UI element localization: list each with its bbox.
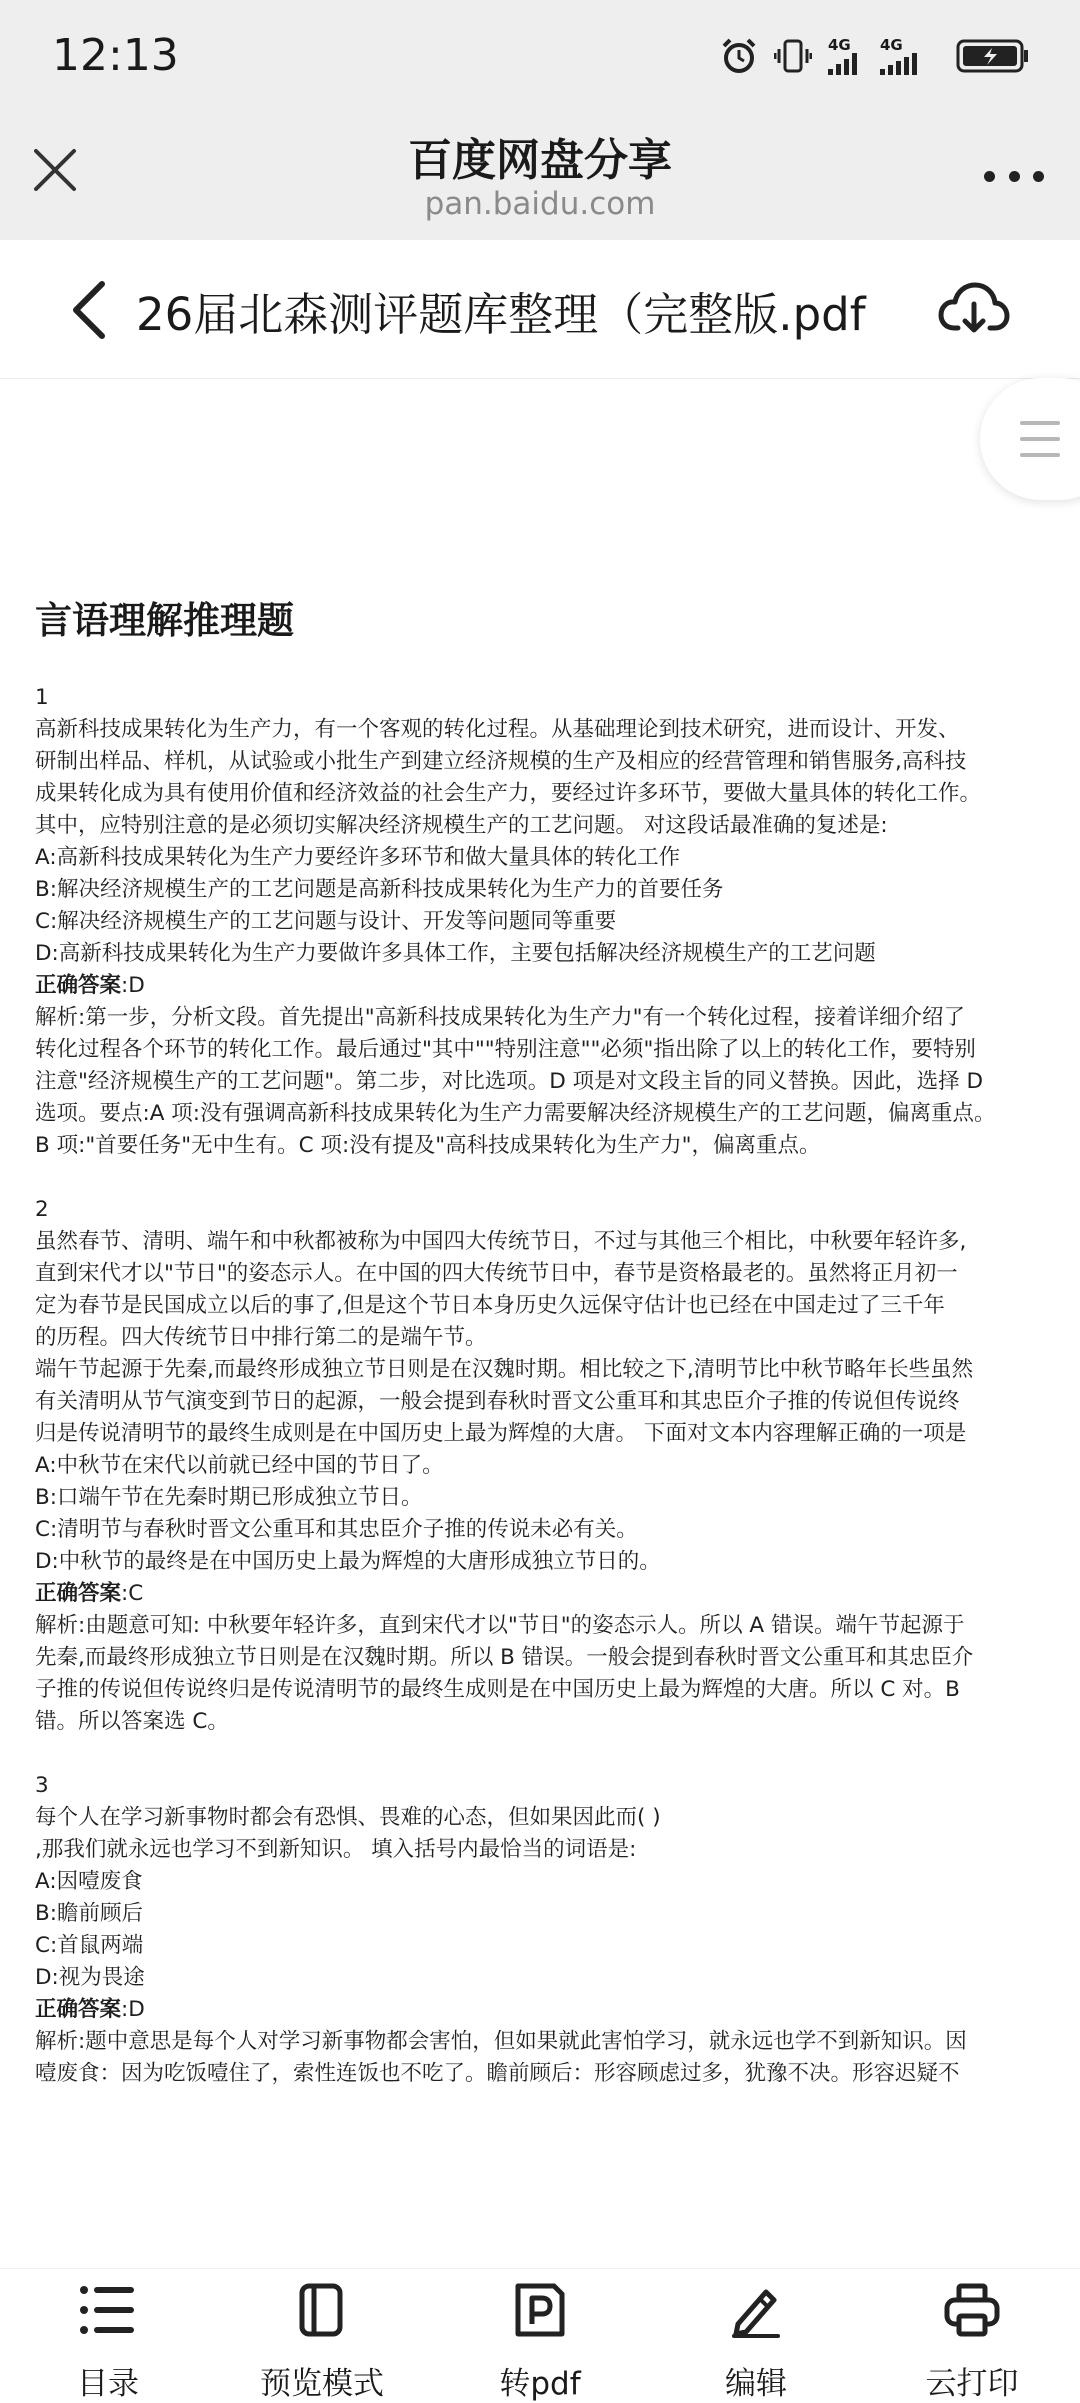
question-stem-line: 其中，应特别注意的是必须切实解决经济规模生产的工艺问题。 对这段话最准确的复述是: <box>35 813 888 838</box>
pencil-icon <box>726 2282 786 2338</box>
correct-answer-label: 正确答案 <box>35 973 122 998</box>
question-stem-line: 每个人在学习新事物时都会有恐惧、畏难的心态，但如果因此而( ) <box>35 1805 661 1830</box>
nav-label: 云打印 <box>925 2366 1019 2402</box>
correct-answer-value: :C <box>121 1581 144 1606</box>
question-stem-line: ,那我们就永远也学习不到新知识。 填入括号内最恰当的词语是: <box>35 1837 637 1862</box>
back-arrow-icon[interactable] <box>64 278 114 342</box>
nav-label: 转pdf <box>499 2366 581 2402</box>
preview-mode-icon <box>292 2282 352 2338</box>
question-stem-line: 成果转化成为具有使用价值和经济效益的社会生产力，要经过许多环节，要做大量具体的转化工作。 <box>35 781 982 806</box>
question-stem-line: 研制出样品、样机，从试验或小批生产到建立经济规模的生产及相应的经营管理和销售服务,高科技 <box>35 749 967 774</box>
vibrate-icon <box>774 37 812 75</box>
correct-answer-label: 正确答案 <box>35 1997 122 2022</box>
cloud-download-icon[interactable] <box>938 278 1010 342</box>
question-stem-line: 虽然春节、清明、端午和中秋都被称为中国四大传统节日，不过与其他三个相比，中秋要年轻许多, <box>35 1229 967 1254</box>
question-stem-line: 端午节起源于先秦,而最终形成独立节日则是在汉魏时期。相比较之下,清明节比中秋节略年长些虽然 <box>35 1357 974 1382</box>
nav-label: 预览模式 <box>260 2366 384 2402</box>
answer-option: C:首鼠两端 <box>35 1933 144 1958</box>
analysis-line: 选项。要点:A 项:没有强调高新科技成果转化为生产力需要解决经济规模生产的工艺问题，偏离重点。 <box>35 1101 996 1126</box>
correct-answer-label: 正确答案 <box>35 1581 122 1606</box>
section-title: 言语理解推理题 <box>35 599 294 642</box>
battery-icon <box>956 38 1030 74</box>
question-block <box>35 1194 1055 1738</box>
nav-label: 编辑 <box>725 2366 787 2402</box>
status-time: 12:13 <box>52 30 179 81</box>
table-of-contents-button[interactable] <box>980 378 1080 500</box>
convert-pdf-icon <box>510 2282 570 2338</box>
document-content <box>35 590 1055 2122</box>
analysis-line: 错。所以答案选 C。 <box>35 1709 229 1734</box>
question-stem-line: 定为春节是民国成立以后的事了,但是这个节日本身历史久远保守估计也已经在中国走过了三千年 <box>35 1293 945 1318</box>
list-icon <box>78 2282 138 2338</box>
analysis-line: 解析:题中意思是每个人对学习新事物都会害怕，但如果就此害怕学习，就永远也学不到新知识。因 <box>35 2029 967 2054</box>
answer-option: B:解决经济规模生产的工艺问题是高新科技成果转化为生产力的首要任务 <box>35 877 724 902</box>
status-bar <box>0 0 1080 118</box>
question-stem-line: 高新科技成果转化为生产力，有一个客观的转化过程。从基础理论到技术研究，进而设计、开发、 <box>35 717 960 742</box>
analysis-line: 注意"经济规模生产的工艺问题"。第二步，对比选项。D 项是对文段主旨的同义替换。因此，选择 D <box>35 1069 984 1094</box>
question-stem-line: 直到宋代才以"节日"的姿态示人。在中国的四大传统节日中，春节是资格最老的。虽然将正月初一 <box>35 1261 958 1286</box>
more-options-button[interactable] <box>984 164 1044 188</box>
printer-icon <box>942 2282 1002 2338</box>
document-title: 26届北森测评题库整理（完整版.pdf <box>136 288 866 341</box>
signal-icon <box>880 53 940 75</box>
correct-answer-value: :D <box>121 973 145 998</box>
question-stem-line: 归是传说清明节的最终生成则是在中国历史上最为辉煌的大唐。 下面对文本内容理解正确的一项是 <box>35 1421 967 1446</box>
network-type-label: 4G <box>880 35 903 54</box>
question-number: 1 <box>35 685 49 710</box>
correct-answer-value: :D <box>121 1997 145 2022</box>
convert-pdf-nav-button[interactable] <box>440 2282 640 2403</box>
page-title: 百度网盘分享 <box>408 135 672 186</box>
dot-icon <box>1009 171 1020 182</box>
answer-option: B:瞻前顾后 <box>35 1901 143 1926</box>
alarm-icon <box>720 37 758 75</box>
status-icons <box>720 34 1030 78</box>
answer-option: C:解决经济规模生产的工艺问题与设计、开发等问题同等重要 <box>35 909 617 934</box>
analysis-line: B 项:"首要任务"无中生有。C 项:没有提及"高科技成果转化为生产力"，偏离重点。 <box>35 1133 821 1158</box>
answer-option: A:中秋节在宋代以前就已经中国的节日了。 <box>35 1453 444 1478</box>
cloud-print-nav-button[interactable] <box>872 2282 1072 2403</box>
menu-line-icon <box>1020 453 1060 457</box>
analysis-line: 解析:第一步，分析文段。首先提出"高新科技成果转化为生产力"有一个转化过程，接着详细介绍了 <box>35 1005 966 1030</box>
preview-mode-nav-button[interactable] <box>222 2282 422 2403</box>
analysis-line: 子推的传说但传说终归是传说清明节的最终生成则是在中国历史上最为辉煌的大唐。所以 C 对。B <box>35 1677 960 1702</box>
answer-option: A:高新科技成果转化为生产力要经许多环节和做大量具体的转化工作 <box>35 845 681 870</box>
answer-option: D:中秋节的最终是在中国历史上最为辉煌的大唐形成独立节日的。 <box>35 1549 661 1574</box>
analysis-line: 转化过程各个环节的转化工作。最后通过"其中""特别注意""必须"指出除了以上的转化工作，要特别 <box>35 1037 976 1062</box>
network-type-label: 4G <box>828 35 851 54</box>
analysis-line: 先秦,而最终形成独立节日则是在汉魏时期。所以 B 错误。一般会提到春秋时晋文公重耳和其忠臣介 <box>35 1645 974 1670</box>
question-stem-line: 有关清明从节气演变到节日的起源，一般会提到春秋时晋文公重耳和其忠臣介子推的传说但传说终 <box>35 1389 960 1414</box>
edit-nav-button[interactable] <box>656 2282 856 2403</box>
signal-icon <box>828 53 864 75</box>
menu-line-icon <box>1020 421 1060 425</box>
answer-option: B:口端午节在先秦时期已形成独立节日。 <box>35 1485 423 1510</box>
dot-icon <box>984 171 995 182</box>
question-stem-line: 的历程。四大传统节日中排行第二的是端午节。 <box>35 1325 487 1350</box>
correct-answer <box>35 970 1055 1002</box>
question-list <box>35 682 1055 2090</box>
question-block <box>35 682 1055 1162</box>
page-url: pan.baidu.com <box>424 186 656 222</box>
answer-option: D:视为畏途 <box>35 1965 145 1990</box>
question-block <box>35 1770 1055 2090</box>
menu-line-icon <box>1020 437 1060 441</box>
nav-label: 目录 <box>77 2366 139 2402</box>
answer-option: C:清明节与春秋时晋文公重耳和其忠臣介子推的传说未必有关。 <box>35 1517 638 1542</box>
question-number: 2 <box>35 1197 49 1222</box>
analysis-line: 噎废食：因为吃饭噎住了，索性连饭也不吃了。瞻前顾后：形容顾虑过多，犹豫不决。形容迟疑不 <box>35 2061 960 2086</box>
answer-option: D:高新科技成果转化为生产力要做许多具体工作，主要包括解决经济规模生产的工艺问题 <box>35 941 876 966</box>
answer-option: A:因噎废食 <box>35 1869 143 1894</box>
question-number: 3 <box>35 1773 49 1798</box>
signal-2 <box>880 35 940 75</box>
dot-icon <box>1033 171 1044 182</box>
analysis-line: 解析:由题意可知: 中秋要年轻许多，直到宋代才以"节日"的姿态示人。所以 A 错误。端午节起源于 <box>35 1613 965 1638</box>
correct-answer <box>35 1578 1055 1610</box>
toc-nav-button[interactable] <box>8 2282 208 2403</box>
correct-answer <box>35 1994 1055 2026</box>
signal-1 <box>828 35 864 75</box>
